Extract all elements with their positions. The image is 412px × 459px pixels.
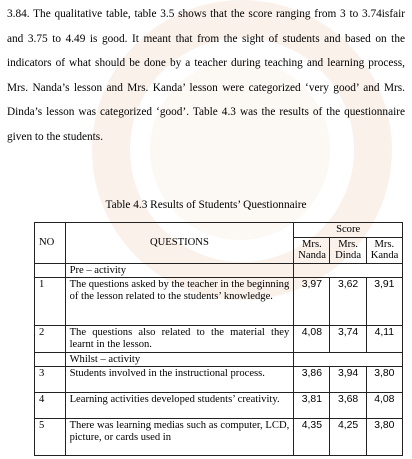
row-score-dinda: 3,68 <box>330 393 366 419</box>
row-no: 5 <box>35 419 66 456</box>
row-question: Students involved in the instructional process. <box>65 367 294 393</box>
section-no-empty <box>35 352 66 367</box>
section-label-pre: Pre – activity <box>65 263 294 278</box>
row-no: 2 <box>35 326 66 352</box>
row-question: The questions asked by the teacher in the beginning of the lesson related to the students’ knowledge. <box>65 278 294 326</box>
row-score-kanda: 3,80 <box>366 419 402 456</box>
table-row <box>35 367 403 393</box>
row-question: The questions also related to the material they learnt in the lesson. <box>65 326 294 352</box>
header-questions: QUESTIONS <box>65 223 294 264</box>
section-score-empty <box>294 352 403 367</box>
table-caption: Table 4.3 Results of Students’ Questionnaire <box>105 199 307 211</box>
header-teacher-kanda: Mrs. Kanda <box>366 237 402 263</box>
row-score-kanda: 4,08 <box>366 393 402 419</box>
row-question: Learning activities developed students’ creativity. <box>65 393 294 419</box>
table-row <box>35 326 403 352</box>
row-score-kanda: 4,11 <box>366 326 402 352</box>
section-row <box>35 263 403 278</box>
table-row <box>35 393 403 419</box>
row-score-dinda: 3,62 <box>330 278 366 326</box>
header-row <box>35 223 403 238</box>
row-question: There was learning medias such as computer, LCD, picture, or cards used in <box>65 419 294 456</box>
row-no: 3 <box>35 367 66 393</box>
row-score-nanda: 3,97 <box>294 278 330 326</box>
header-no: NO <box>35 223 66 264</box>
row-score-nanda: 4,08 <box>294 326 330 352</box>
questionnaire-table <box>34 222 403 456</box>
section-score-empty <box>294 263 403 278</box>
header-teacher-nanda: Mrs. Nanda <box>294 237 330 263</box>
row-score-nanda: 3,86 <box>294 367 330 393</box>
row-score-dinda: 4,25 <box>330 419 366 456</box>
row-score-nanda: 3,81 <box>294 393 330 419</box>
table-row <box>35 419 403 456</box>
row-score-kanda: 3,80 <box>366 367 402 393</box>
body-paragraph: 3.84. The qualitative table, table 3.5 shows that the score ranging from 3 to 3.74isfair and 3.75 to 4.49 is good. It meant that from the sight of students and based on the indicators of what should be done by a teacher during teaching and learning process, Mrs. Nanda’s lesson and Mrs. Kanda’ lesson were categorized ‘very good’ and Mrs. Dinda’s lesson was categorized ‘good’. Table 4.3 was the results of the questionnaire given to the students. <box>7 8 405 143</box>
section-row <box>35 352 403 367</box>
row-no: 4 <box>35 393 66 419</box>
row-no: 1 <box>35 278 66 326</box>
row-score-dinda: 3,74 <box>330 326 366 352</box>
row-score-nanda: 4,35 <box>294 419 330 456</box>
row-score-kanda: 3,91 <box>366 278 402 326</box>
header-score: Score <box>294 223 403 238</box>
table-row <box>35 278 403 326</box>
section-label-whilst: Whilst – activity <box>65 352 294 367</box>
row-score-dinda: 3,94 <box>330 367 366 393</box>
header-teacher-dinda: Mrs. Dinda <box>330 237 366 263</box>
section-no-empty <box>35 263 66 278</box>
